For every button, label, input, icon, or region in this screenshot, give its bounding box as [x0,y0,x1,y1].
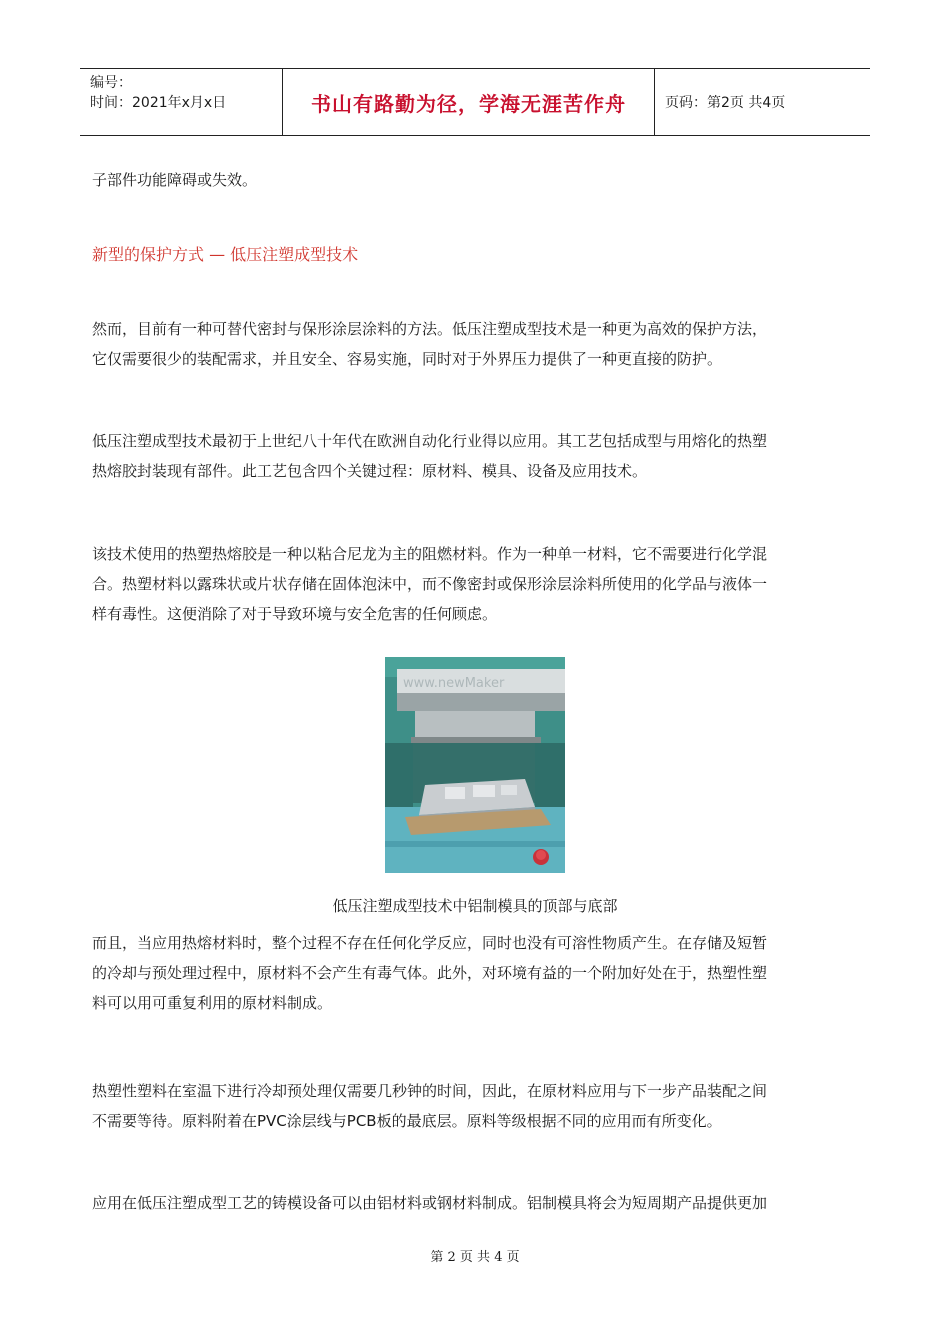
doc-date: 时间：2021年x月x日 [90,95,227,111]
header-page-indicator: 页码：第2页 共4页 [665,95,786,111]
text-line: 然而，目前有一种可替代密封与保形涂层涂料的方法。低压注塑成型技术是一种更为高效的保护方法， [92,320,768,338]
paragraph-1 [92,314,850,374]
text-line: 子部件功能障碍或失效。 [92,171,258,189]
header-meta [80,69,282,135]
text-line: 热熔胶封装现有部件。此工艺包含四个关键过程：原材料、模具、设备及应用技术。 [92,462,648,480]
paragraph-6 [92,1188,850,1218]
text-line: 它仅需要很少的装配需求，并且安全、容易实施，同时对于外界压力提供了一种更直接的防护。 [92,350,723,368]
text-line: 样有毒性。这便消除了对于导致环境与安全危害的任何顾虑。 [92,605,498,623]
text-line: 不需要等待。原料附着在PVC涂层线与PCB板的最底层。原料等级根据不同的应用而有所变化。 [92,1112,722,1130]
text-line: 该技术使用的热塑热熔胶是一种以粘合尼龙为主的阻燃材料。作为一种单一材料，它不需要进行化学混 [92,545,768,563]
document-header [80,68,870,136]
header-motto: 书山有路勤为径，学海无涯苦作舟 [282,69,655,135]
page-footer: 第 2 页 共 4 页 [430,1250,520,1265]
mold-photo [385,657,565,873]
text-line: 应用在低压注塑成型工艺的铸模设备可以由铝材料或钢材料制成。铝制模具将会为短周期产品提供更加 [92,1194,768,1212]
photo-watermark: www.newMaker [403,676,505,691]
paragraph-5 [92,1076,850,1136]
paragraph-4 [92,928,850,1018]
paragraph-2 [92,426,850,486]
section-heading: 新型的保护方式 — 低压注塑成型技术 [92,245,359,264]
paragraph-3 [92,539,850,629]
text-line: 而且，当应用热熔材料时，整个过程不存在任何化学反应，同时也没有可溶性物质产生。在存储及短暂 [92,934,768,952]
doc-number-label: 编号： [90,75,132,91]
text-line: 料可以用可重复利用的原材料制成。 [92,994,333,1012]
figure-caption: 低压注塑成型技术中铝制模具的顶部与底部 [332,897,618,915]
paragraph-continued [92,165,850,195]
mold-photo-illustration [385,657,565,873]
text-line: 的冷却与预处理过程中，原材料不会产生有毒气体。此外，对环境有益的一个附加好处在于，热塑性塑 [92,964,768,982]
text-line: 热塑性塑料在室温下进行冷却预处理仅需要几秒钟的时间，因此，在原材料应用与下一步产品装配之间 [92,1082,768,1100]
text-line: 合。热塑材料以露珠状或片状存储在固体泡沫中，而不像密封或保形涂层涂料所使用的化学品与液体一 [92,575,768,593]
text-line: 低压注塑成型技术最初于上世纪八十年代在欧洲自动化行业得以应用。其工艺包括成型与用熔化的热塑 [92,432,768,450]
